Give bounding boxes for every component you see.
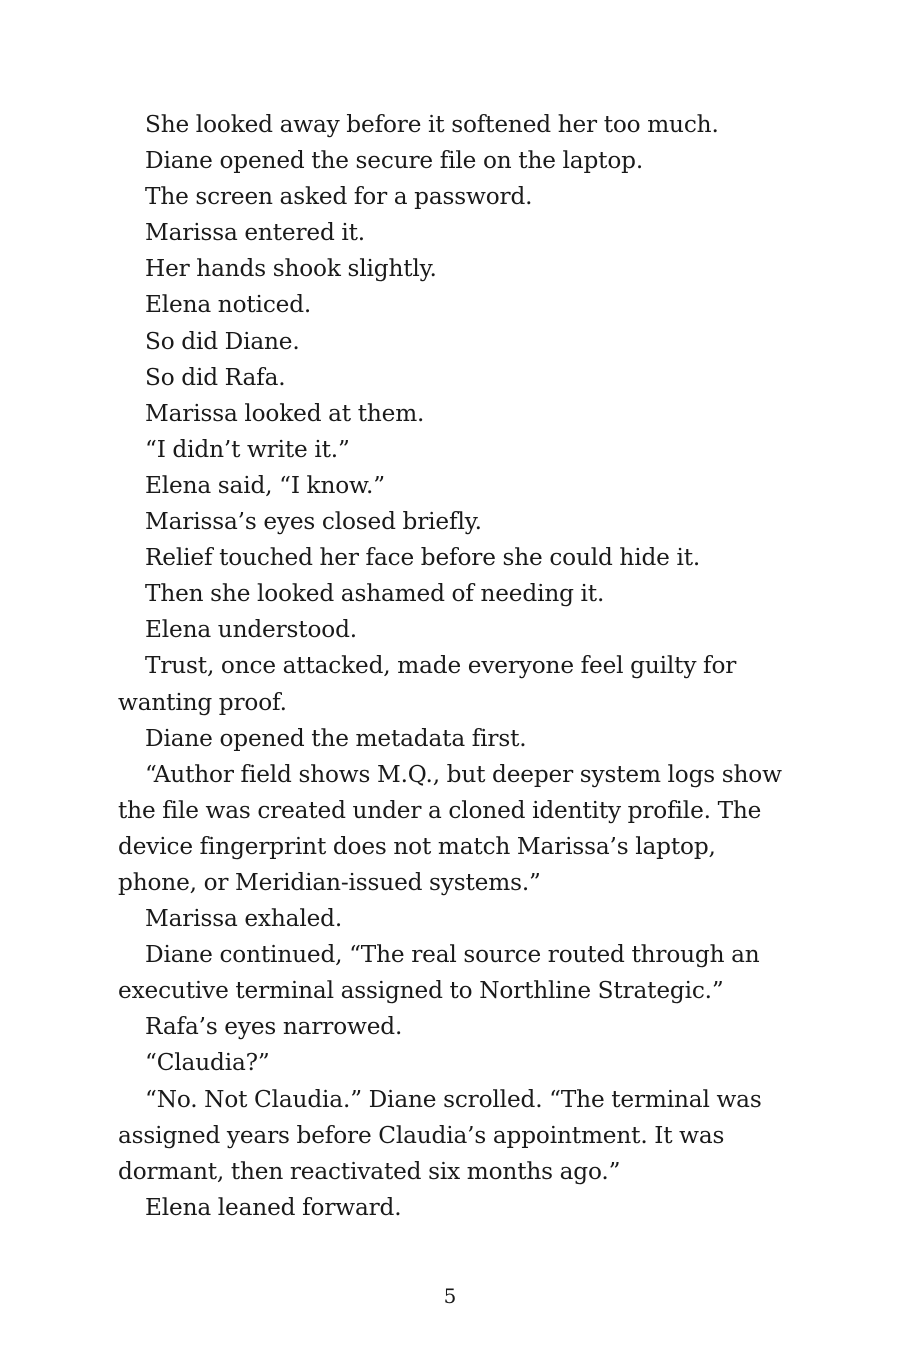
page-body [118,107,798,1226]
paragraph: Her hands shook slightly. [145,255,437,283]
paragraph: Marissa’s eyes closed briefly. [145,508,482,536]
paragraph: Diane opened the metadata first. [145,724,527,752]
paragraph: Then she looked ashamed of needing it. [145,580,605,608]
paragraph: So did Rafa. [145,363,286,391]
paragraph: Elena understood. [145,616,358,644]
page-number: 5 [443,1284,457,1308]
paragraph: Diane continued, “The real source routed through an executive terminal assigned to Northline Strategic.” [118,941,760,1005]
paragraph: “Claudia?” [145,1049,270,1077]
paragraph: Elena noticed. [145,291,312,319]
paragraph: Marissa exhaled. [145,905,343,933]
paragraph: The screen asked for a password. [145,183,533,211]
paragraph: Trust, once attacked, made everyone feel guilty for wanting proof. [118,652,737,716]
paragraph: “I didn’t write it.” [145,435,350,463]
paragraph: She looked away before it softened her too much. [145,111,719,138]
paragraph: Elena leaned forward. [145,1193,402,1221]
paragraph: Marissa entered it. [145,219,366,247]
paragraph: “Author field shows M.Q., but deeper system logs show the file was created under a cloned identity profile. The device fingerprint does not match Marissa’s laptop, phone, or Meridian-issued systems.” [118,760,782,896]
paragraph: Elena said, “I know.” [145,471,385,499]
paragraph: Marissa looked at them. [145,399,425,427]
paragraph: So did Diane. [145,327,300,355]
paragraph: Relief touched her face before she could hide it. [145,544,701,572]
paragraph: “No. Not Claudia.” Diane scrolled. “The terminal was assigned years before Claudia’s appointment. It was dormant, then reactivated six months ago.” [118,1085,762,1185]
paragraph: Rafa’s eyes narrowed. [145,1013,403,1041]
paragraph: Diane opened the secure file on the laptop. [145,147,644,175]
